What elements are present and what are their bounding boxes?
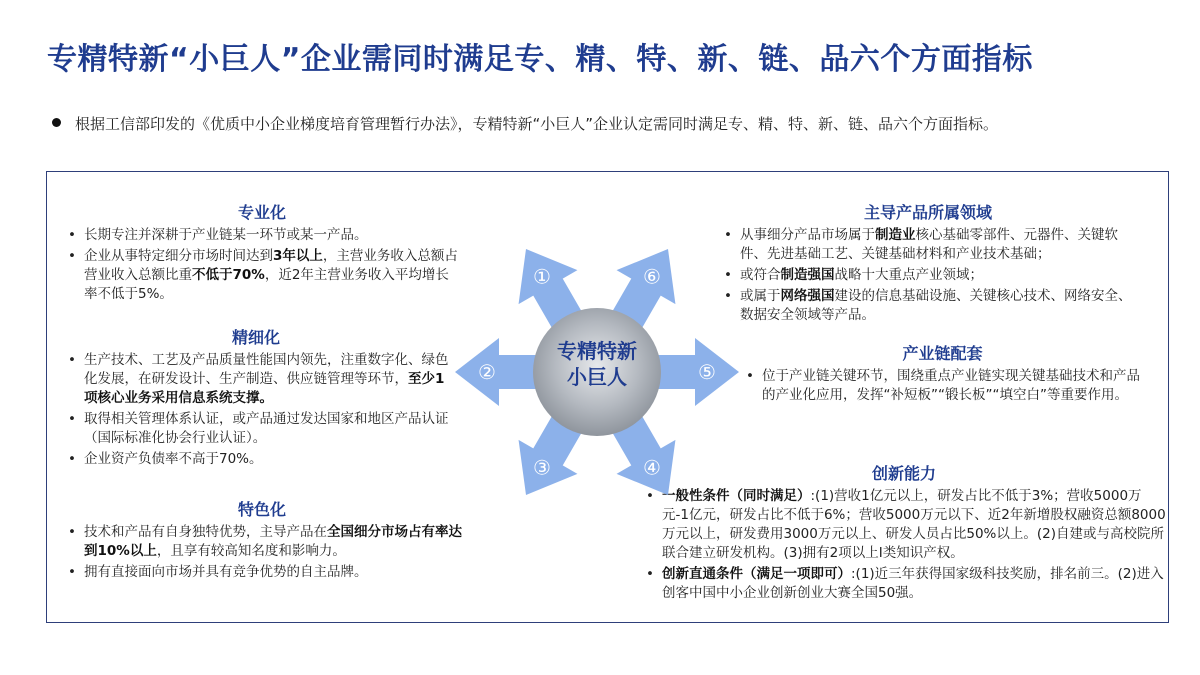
page-title: 专精特新“小巨人”企业需同时满足专、精、特、新、链、品六个方面指标 [47,42,1033,77]
text: ，主营业务收入总额占营业收入总额比重 [84,248,458,283]
bullet-item [740,367,1145,405]
bold-text: 3年以上 [273,248,323,264]
text: :(1)近三年获得国家级科技奖励，排名前三。(2)进入创客中国中小企业创新创业大赛全国50强。 [662,566,1164,601]
text: 或属于 [740,288,781,304]
bullet-item [62,563,462,582]
section-list [62,351,450,469]
bullet-item [718,287,1138,325]
text: ，且享有较高知名度和影响力。 [156,543,346,559]
section-list [740,367,1145,405]
section-list [718,226,1138,325]
bullet-item [718,226,1138,264]
section-jingxi [62,328,450,471]
bold-text: 全国细分市场占有率达到10%以上 [84,524,462,559]
section-title: 产业链配套 [902,344,983,363]
section-list [62,523,462,582]
arrow-number-label: ⑤ [698,360,716,384]
bullet-item [718,266,1138,285]
text: 核心基础零部件、元器件、关键软件、先进基础工艺、关键基础材料和产业技术基础； [740,227,1118,262]
bold-text: 一般性条件（同时满足） [662,488,811,504]
text: 位于产业链关键环节，围绕重点产业链实现关键基础技术和产品的产业化应用，发挥“补短板”“锻长板”“填空白”等重要作用。 [762,368,1140,403]
bullet-item [62,523,462,561]
text: 或符合 [740,267,781,283]
section-title: 主导产品所属领域 [863,203,992,222]
text: 生产技术、工艺及产品质量性能国内领先，注重数字化、绿色化发展，在研发设计、生产制造、供应链管理等环节， [84,352,449,387]
text: 企业资产负债率不高于70%。 [84,451,263,467]
section-zhuanye [62,203,462,306]
bold-text: 创新直通条件（满足一项即可） [662,566,851,582]
text: 从事细分产品市场属于 [740,227,875,243]
section-title: 精细化 [231,328,280,347]
six-arrow-diagram [442,222,752,522]
bold-text: 制造强国 [780,267,835,283]
section-title: 专业化 [237,203,286,222]
text: 长期专注并深耕于产业链某一环节或某一产品。 [84,227,368,243]
section-list [62,226,462,304]
arrow-number-label: ④ [643,455,661,480]
bullet-item [62,410,450,448]
center-label-line1: 专精特新 [557,339,637,363]
text: 技术和产品有自身独特优势，主导产品在 [84,524,327,540]
section-title: 特色化 [237,500,286,519]
bold-text: 至少1项核心业务采用信息系统支撑。 [84,371,445,406]
bold-text: 制造业 [875,227,916,243]
bullet-item [640,565,1168,603]
bullet-item [62,226,462,245]
text: 拥有直接面向市场并具有竞争优势的自主品牌。 [84,564,368,580]
bold-text: 不低于70% [192,267,265,283]
section-zhudao [718,203,1138,327]
bold-text: 网络强国 [780,288,835,304]
section-tese [62,500,462,584]
bullet-item [62,247,462,304]
arrow-number-label: ⑥ [643,264,661,289]
arrow-number-label: ① [533,264,551,289]
bullet-item [62,450,450,469]
intro-bullet [52,113,998,134]
section-chanyelian [740,344,1145,407]
arrow-number-label: ② [478,360,496,384]
text: 取得相关管理体系认证，或产品通过发达国家和地区产品认证（国际标准化协会行业认证）。 [84,411,449,446]
text: 建设的信息基础设施、关键核心技术、网络安全、数据安全领域等产品。 [740,288,1132,323]
section-title: 创新能力 [871,464,936,483]
intro-text: 根据工信部印发的《优质中小企业梯度培育管理暂行办法》，专精特新“小巨人”企业认定需同时满足专、精、特、新、链、品六个方面指标。 [75,115,999,133]
bullet-dot [52,118,61,127]
text: 企业从事特定细分市场时间达到 [84,248,273,264]
bullet-item [62,351,450,408]
center-label-line2: 小巨人 [567,365,627,389]
text: :(1)营收1亿元以上，研发占比不低于3%；营收5000万元-1亿元，研发占比不低于6%；营收5000万元以下、近2年新增股权融资总额8000万元以上，研发费用3000万元以上、研发人员占比50%以上。(2)自建或与高校院所联合建立研发机构。(3)拥有2项以上Ⅰ类知识产权。 [662,488,1166,561]
text: 战略十大重点产业领域； [834,267,983,283]
text: ，近2年主营业务收入平均增长率不低于5%。 [84,267,449,302]
arrow-number-label: ③ [533,455,551,480]
